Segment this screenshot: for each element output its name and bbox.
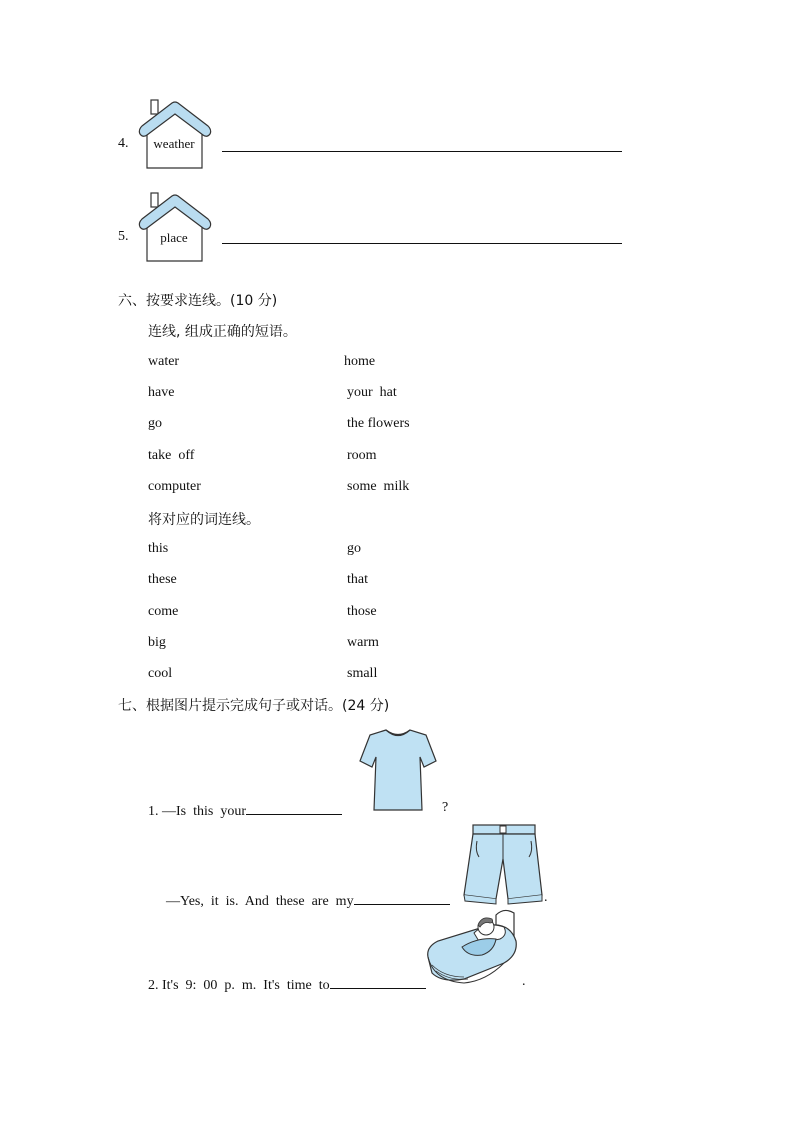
section6-part2-instruction: 将对应的词连线。	[148, 512, 260, 528]
list-item[interactable]: big	[148, 635, 166, 650]
section6-heading: 六、按要求连线。(10 分)	[118, 293, 278, 309]
q2-answer-blank[interactable]	[330, 974, 426, 989]
sleeping-child-icon	[424, 907, 522, 987]
tshirt-icon	[358, 727, 440, 813]
section6-part1-instruction: 连线, 组成正确的短语。	[148, 324, 297, 340]
item-number: 4.	[118, 136, 129, 151]
list-item[interactable]: your hat	[347, 385, 397, 400]
list-item[interactable]: come	[148, 604, 179, 619]
answer-line-4[interactable]	[222, 151, 622, 152]
list-item[interactable]: small	[347, 666, 378, 681]
list-item[interactable]: these	[148, 572, 177, 587]
q1-end: ?	[442, 800, 449, 815]
list-item[interactable]: go	[148, 416, 162, 431]
list-item[interactable]: have	[148, 385, 175, 400]
list-item[interactable]: some milk	[347, 479, 410, 494]
list-item[interactable]: the flowers	[347, 416, 410, 431]
list-item[interactable]: go	[347, 541, 361, 556]
house-word: place	[160, 230, 188, 245]
q1-reply-text: —Yes, it is. And these are my	[166, 894, 354, 909]
house-icon	[136, 98, 216, 174]
section7-heading: 七、根据图片提示完成句子或对话。(24 分)	[118, 698, 390, 714]
q1-answer-blank[interactable]	[246, 800, 342, 815]
list-item[interactable]: cool	[148, 666, 173, 681]
list-item[interactable]: home	[344, 354, 376, 369]
answer-line-5[interactable]	[222, 243, 622, 244]
list-item[interactable]: warm	[347, 635, 379, 650]
q1-reply-end: .	[544, 890, 548, 905]
list-item[interactable]: room	[347, 448, 377, 463]
q1-text: 1. —Is this your	[148, 804, 246, 819]
list-item[interactable]: that	[347, 572, 368, 587]
house-icon	[136, 191, 216, 267]
q1-reply-answer-blank[interactable]	[354, 890, 450, 905]
house-word: weather	[153, 136, 195, 151]
q2-text: 2. It's 9: 00 p. m. It's time to	[148, 978, 330, 993]
item-number: 5.	[118, 229, 129, 244]
shorts-icon	[462, 823, 548, 905]
list-item[interactable]: those	[347, 604, 377, 619]
question-1-reply	[166, 890, 450, 910]
q2-end: .	[522, 974, 526, 989]
list-item[interactable]: water	[148, 354, 180, 369]
list-item[interactable]: take off	[148, 448, 195, 463]
list-item[interactable]: this	[148, 541, 169, 556]
question-1	[148, 800, 342, 820]
question-2	[148, 974, 426, 994]
list-item[interactable]: computer	[148, 479, 201, 494]
